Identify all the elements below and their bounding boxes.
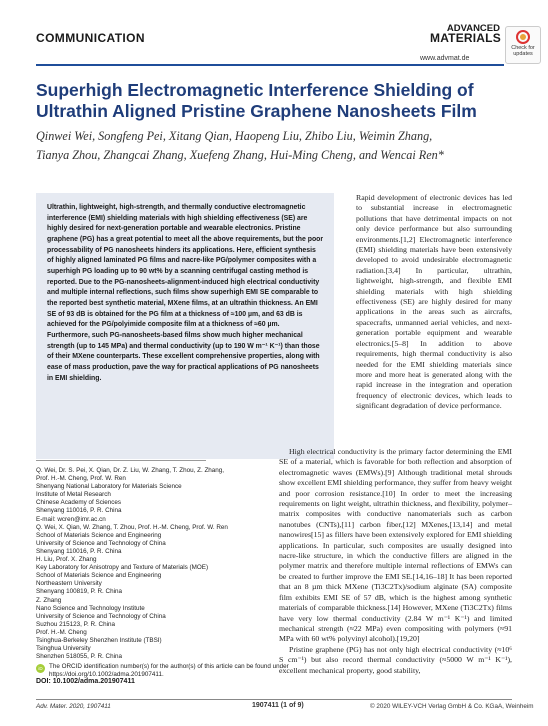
author-list [36, 127, 516, 164]
crossmark-icon [516, 30, 530, 44]
body-paragraph: High electrical conductivity is the primary factor determining the EMI SE of a material, which is favorable for both reflection and absorption of electromagnetic waves (EMWs).[9] Although traditional metal shrouds show excellent EMI shielding performance, they suffer from heavy weight and poor corrosion resistance.[10] In order to meet the increasing requirements on light weight, ultrathin thickness, and flexibility, polymer–matrix composites with conductive nanomaterials such as carbon nanotubes (CNTs),[11] carbon fiber,[12] MXenes,[13,14] and metal nanowires[15] as fillers have been extensively explored for EMI shielding applications. In particular, such composites are usually designed into nacre-like structure, in which the conductive fillers are aligned in the polymer matrix and therefore multiple internal reflections of EMWs can be created to further improve the EMI SE.[14,16–18] It has been reported that an 8 µm thick MXene (Ti3C2Tx)/sodium alginate (SA) composite film exhibits EMI SE of 57 dB, which is the highest among synthetic materials of comparable thickness.[14] However, MXene (Ti3C2Tx) films have very low thermal conductivity (2.84 W m⁻¹ K⁻¹) and limited mechanical strength (≈22 MPa) even compositing with polymers (≈91 MPa with 60 wt% polyvinyl alcohol).[19,20] [279, 447, 512, 644]
affiliation-line: Suzhou 215123, P. R. China [36, 620, 116, 628]
journal-logo[interactable] [430, 24, 500, 44]
affiliation-line: Tsinghua-Berkeley Shenzhen Institute (TBSI) [36, 636, 162, 644]
logo-line2: MATERIALS [430, 31, 501, 46]
affiliation-line: Shenzhen 518055, P. R. China [36, 653, 123, 661]
affiliation-line: Q. Wei, Dr. S. Pei, X. Qian, Dr. Z. Liu, W. Zhang, T. Zhou, Z. Zhang, [36, 467, 225, 474]
affiliation-line: Prof. H.-M. Cheng [36, 628, 87, 636]
badge-line2: updates [513, 50, 533, 57]
affiliation-line: School of Materials Science and Engineering [36, 531, 162, 539]
orcid-text[interactable]: The ORCID identification number(s) for the author(s) of this article can be found under https://doi.org/10.1002/adma.201907411. [49, 663, 289, 679]
affiliation-line: Institute of Metal Research [36, 491, 111, 499]
doi-link[interactable]: DOI: 10.1002/adma.201907411 [36, 678, 135, 685]
affiliation-line: Shenyang National Laboratory for Materials Science [36, 483, 182, 491]
affiliation-line: Shenyang 100819, P. R. China [36, 588, 123, 596]
abstract-box: Ultrathin, lightweight, high-strength, and thermally conductive electromagnetic interference (EMI) shielding materials with high shielding effectiveness (SE) are highly desired for next-generation portable and wearable electronics. Pristine graphene (PG) has a great potential to meet all the above requirements, but the poor processability of PG nanosheets hinders its applications. Here, efficient synthesis of highly aligned laminated PG films and nacre-like PG/polymer composites with a superhigh PG loading up to 90 wt% by a scanning centrifugal casting method is reported. Due to the PG-nanosheets-alignment-induced high electrical conductivity and multiple internal reflections, such films show superhigh EMI SE comparable to the reported best synthetic material, MXene films, at an ultrathin thickness. An EMI SE of 93 dB is obtained for the PG film at a thickness of ≈100 µm, and 63 dB is achieved for the PG/polyimide composite film at a thickness of ≈60 µm. Furthermore, such PG-nanosheets-based films show much higher mechanical strength (up to 145 MPa) and thermal conductivity (up to 190 W m⁻¹ K⁻¹) than those of their MXene counterparts. These excellent comprehensive properties, along with ease of mass production, pave the way for practical applications of PG nanosheets in EMI shielding. [36, 193, 334, 459]
affiliation-line: H. Liu, Prof. X. Zhang [36, 556, 97, 564]
affiliation-line: Shenyang 110016, P. R. China [36, 507, 122, 515]
affiliation-line: Nano Science and Technology Institute [36, 604, 145, 612]
footer-page-number: 1907411 (1 of 9) [252, 702, 304, 709]
footer-journal: Adv. Mater. 2020, 1907411 [36, 703, 111, 710]
affiliation-line: Northeastern University [36, 580, 102, 588]
journal-url[interactable]: www.advmat.de [420, 55, 470, 62]
authors-line2: Tianya Zhou, Zhangcai Zhang, Xuefeng Zhang, Hui-Ming Cheng, and Wencai Ren* [36, 147, 444, 162]
affiliation-line: Q. Wei, X. Qian, W. Zhang, T. Zhou, Prof. H.-M. Cheng, Prof. W. Ren [36, 523, 228, 531]
affiliation-line: University of Science and Technology of China [36, 612, 166, 620]
authors-line1: Qinwei Wei, Songfeng Pei, Xitang Qian, Haopeng Liu, Zhibo Liu, Weimin Zhang, [36, 129, 433, 143]
header-rule [36, 64, 504, 66]
footer-rule [36, 699, 512, 700]
affiliation-line: University of Science and Technology of China [36, 539, 166, 547]
logo-line1: ADVANCED [446, 23, 500, 34]
affiliation-line: School of Materials Science and Engineering [36, 572, 162, 580]
affiliation-line: Shenyang 110016, P. R. China [36, 547, 122, 555]
affiliation-divider [36, 460, 206, 461]
affiliation-line: Tsinghua University [36, 645, 91, 653]
body-paragraph: Pristine graphene (PG) has not only high electrical conductivity (≈10⁶ S cm⁻¹) but also record thermal conductivity (≈5000 W m⁻¹ K⁻¹), excellent mechanical property, good stability, [279, 644, 512, 675]
badge-line1: Check for [511, 45, 535, 51]
check-for-updates-button[interactable] [505, 26, 541, 64]
section-label: COMMUNICATION [36, 31, 145, 45]
affiliation-line: Chinese Academy of Sciences [36, 499, 122, 507]
orcid-icon: iD [36, 664, 45, 673]
intro-paragraph: Rapid development of electronic devices has led to substantial increase in electromagnetic pollutions that have detrimental impacts on not only device performance but also surrounding environments.[1,2] Electromagnetic interference (EMI) shielding materials have been extensively developed to avoid undesirable electromagnetic radiation.[3,4] In particular, ultrathin, lightweight, high-strength, and flexible EMI shielding materials with high shielding effectiveness (SE) are highly desired for many applications in the areas such as aircrafts, spacecrafts, unmanned aerial vehicles, and next-generation portable equipment and wearable electronics.[5–8] In addition to above requirements, high thermal conductivity is also needed for the EMI shielding materials since more and more heat is generated along with the rapid increase in the integration and operation frequency of electronic devices, which leads to significant degradation of device performance. [356, 193, 512, 411]
footer-copyright: © 2020 WILEY-VCH Verlag GmbH & Co. KGaA, Weinheim [370, 703, 534, 710]
affiliation-line: Z. Zhang [36, 596, 62, 604]
affiliation-line: Key Laboratory for Anisotropy and Texture of Materials (MOE) [36, 564, 209, 572]
affiliation-line: Prof. H.-M. Cheng, Prof. W. Ren [36, 475, 126, 483]
body-text [279, 447, 512, 676]
article-title: Superhigh Electromagnetic Interference Shielding of Ultrathin Aligned Pristine Graphene Nanosheets Film [36, 80, 477, 121]
email-link[interactable]: E-mail: wcren@imr.ac.cn [36, 515, 106, 523]
